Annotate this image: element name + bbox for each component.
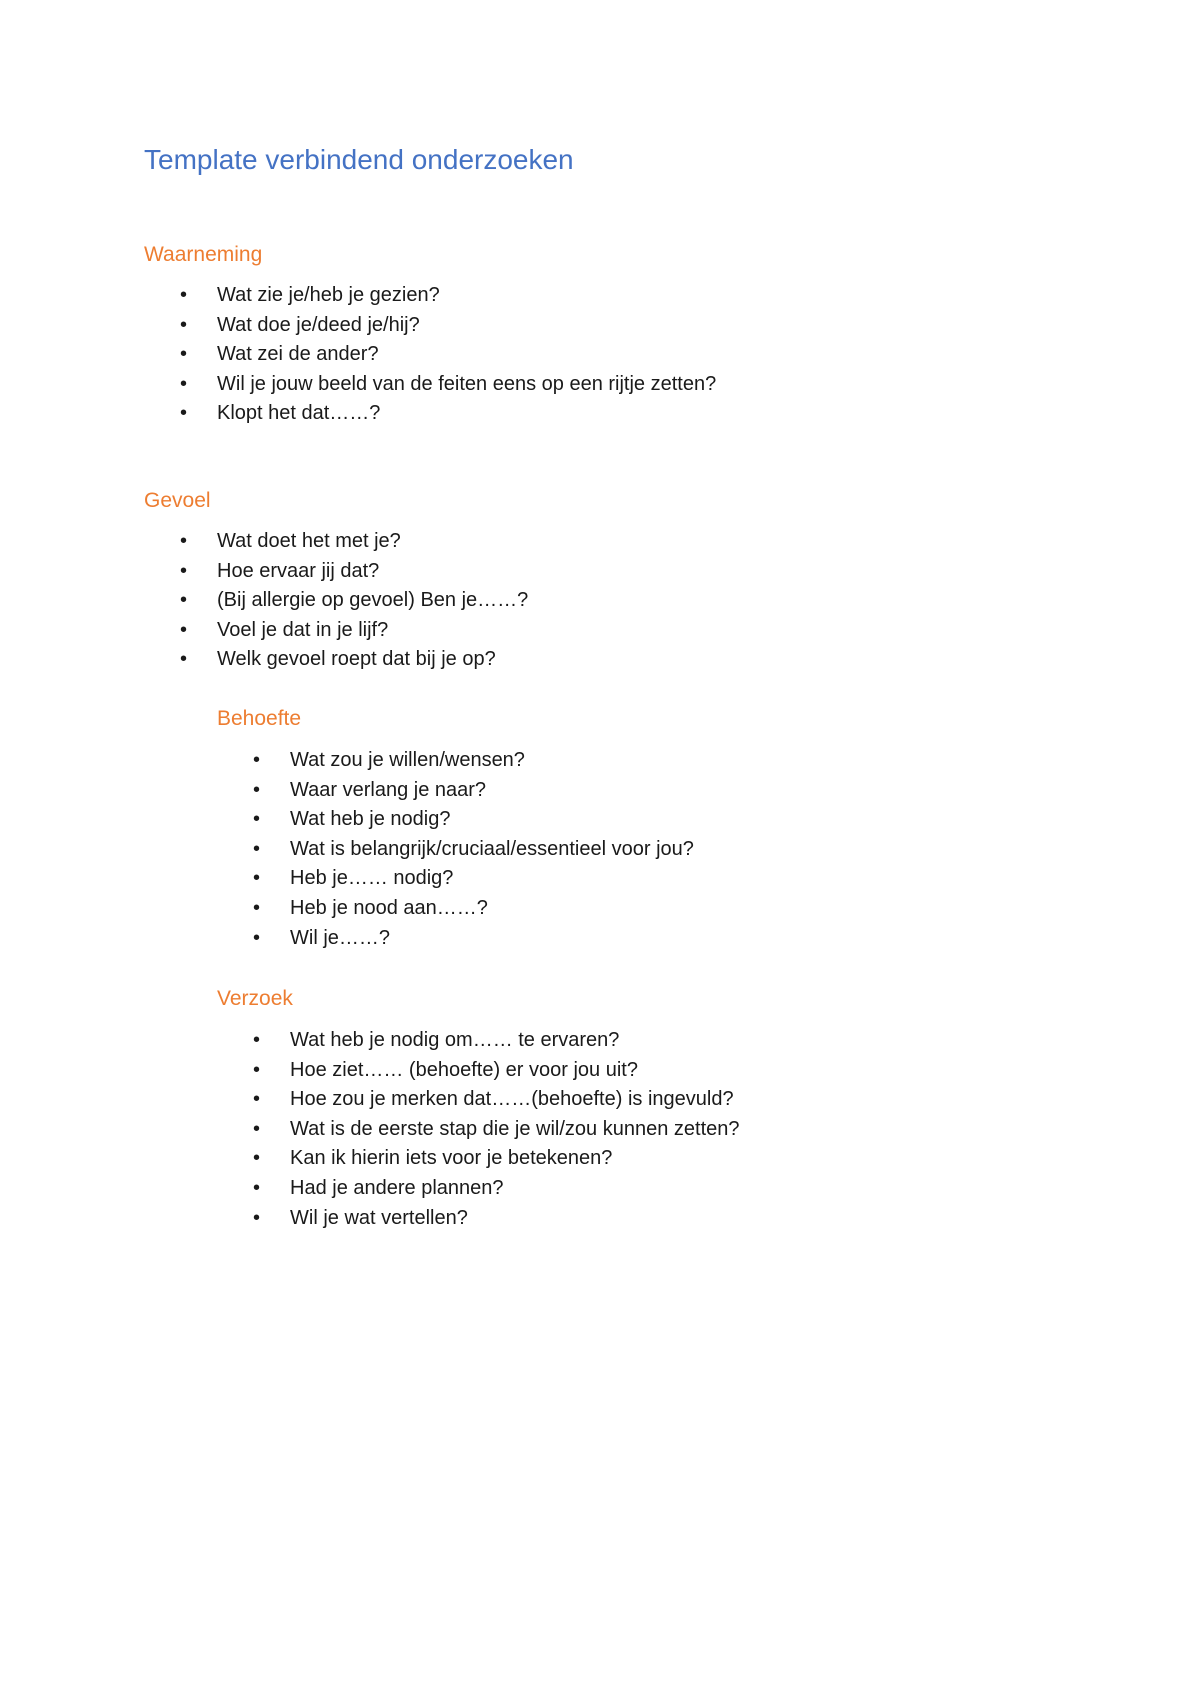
bullet-icon: • <box>253 808 261 831</box>
list-item <box>217 1115 740 1145</box>
list-item <box>144 557 380 587</box>
bullet-icon: • <box>253 867 261 890</box>
list-item <box>144 645 496 675</box>
bullet-icon: • <box>180 530 188 552</box>
question-text: Wil je jouw beeld van de feiten eens op een rijtje zetten? <box>217 372 717 395</box>
bullet-icon: • <box>180 402 188 425</box>
list-item <box>144 616 389 646</box>
list-item <box>217 864 454 894</box>
bullet-icon: • <box>253 1088 261 1111</box>
question-text: Hoe zou je merken dat……(behoefte) is ingevuld? <box>290 1088 734 1111</box>
list-item <box>217 1174 504 1204</box>
bullet-icon: • <box>253 749 261 771</box>
section-heading-verzoek: Verzoek <box>217 987 293 1010</box>
question-text: Heb je…… nodig? <box>290 867 454 890</box>
list-item <box>144 281 440 311</box>
list-item <box>217 746 525 776</box>
list-item <box>144 340 379 370</box>
list-item <box>144 311 420 341</box>
section-heading-gevoel: Gevoel <box>144 489 211 512</box>
section-gevoel <box>144 489 529 675</box>
question-text: (Bij allergie op gevoel) Ben je……? <box>217 589 529 612</box>
bullet-icon: • <box>180 589 188 612</box>
list-item <box>217 805 451 835</box>
list-item <box>217 1085 734 1115</box>
question-text: Wat zou je willen/wensen? <box>290 749 525 771</box>
list-item <box>217 1056 638 1086</box>
bullet-icon: • <box>180 284 188 306</box>
bullet-icon: • <box>253 778 261 801</box>
bullet-icon: • <box>253 1117 261 1140</box>
list-item <box>217 1204 468 1234</box>
bullet-icon: • <box>253 837 261 860</box>
bullet-icon: • <box>253 1058 261 1081</box>
question-text: Waar verlang je naar? <box>290 778 487 801</box>
question-text: Wil je wat vertellen? <box>290 1206 468 1229</box>
bullet-icon: • <box>180 648 188 671</box>
question-text: Wat zei de ander? <box>217 343 379 366</box>
bullet-icon: • <box>180 559 188 582</box>
question-text: Wat is de eerste stap die je wil/zou kunnen zetten? <box>290 1117 740 1140</box>
list-item <box>144 586 529 616</box>
section-waarneming <box>144 243 717 429</box>
bullet-icon: • <box>253 926 261 949</box>
list-item <box>144 527 401 557</box>
question-list-waarneming <box>144 281 717 429</box>
bullet-icon: • <box>253 1147 261 1170</box>
section-heading-behoefte: Behoefte <box>217 707 302 730</box>
question-text: Wat heb je nodig om…… te ervaren? <box>290 1029 620 1051</box>
question-list-verzoek <box>217 1026 740 1233</box>
section-verzoek <box>217 987 740 1233</box>
list-item <box>217 1144 613 1174</box>
bullet-icon: • <box>253 1206 261 1229</box>
bullet-icon: • <box>180 372 188 395</box>
bullet-icon: • <box>180 618 188 641</box>
question-list-behoefte <box>217 746 694 953</box>
bullet-icon: • <box>253 1176 261 1199</box>
list-item <box>217 894 488 924</box>
question-text: Wat is belangrijk/cruciaal/essentieel voor jou? <box>290 837 694 860</box>
bullet-icon: • <box>180 313 188 336</box>
list-item <box>217 1026 620 1056</box>
question-text: Hoe ziet…… (behoefte) er voor jou uit? <box>290 1058 638 1081</box>
question-text: Wil je……? <box>290 926 391 949</box>
question-text: Wat zie je/heb je gezien? <box>217 284 440 306</box>
question-list-gevoel <box>144 527 529 675</box>
question-text: Klopt het dat……? <box>217 402 381 425</box>
section-behoefte <box>217 707 694 953</box>
question-text: Voel je dat in je lijf? <box>217 618 389 641</box>
question-text: Hoe ervaar jij dat? <box>217 559 380 582</box>
list-item <box>217 776 487 806</box>
list-item <box>217 924 391 954</box>
question-text: Wat doet het met je? <box>217 530 401 552</box>
bullet-icon: • <box>180 343 188 366</box>
question-text: Had je andere plannen? <box>290 1176 504 1199</box>
question-text: Welk gevoel roept dat bij je op? <box>217 648 496 671</box>
list-item <box>144 399 381 429</box>
list-item <box>144 370 717 400</box>
question-text: Wat heb je nodig? <box>290 808 451 831</box>
question-text: Wat doe je/deed je/hij? <box>217 313 420 336</box>
bullet-icon: • <box>253 896 261 919</box>
list-item <box>217 835 694 865</box>
bullet-icon: • <box>253 1029 261 1051</box>
question-text: Heb je nood aan……? <box>290 896 488 919</box>
section-heading-waarneming: Waarneming <box>144 243 263 266</box>
document-title: Template verbindend onderzoeken <box>144 144 574 175</box>
question-text: Kan ik hierin iets voor je betekenen? <box>290 1147 613 1170</box>
